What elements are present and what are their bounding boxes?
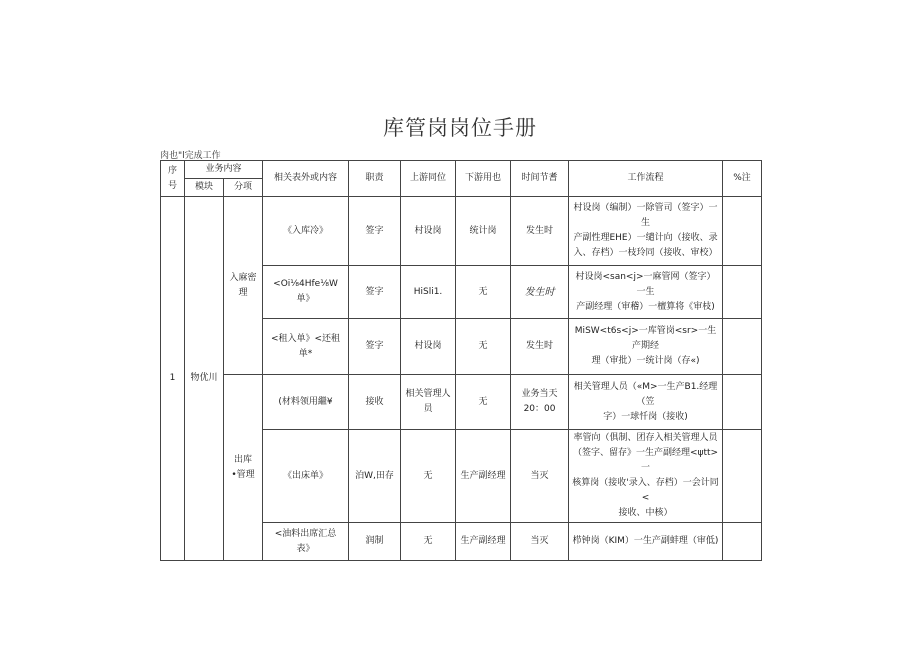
downstream-cell: 无 <box>456 319 511 375</box>
header-flow: 工作流程 <box>569 161 723 197</box>
note-cell <box>723 197 762 266</box>
duty-table <box>160 160 762 561</box>
forms-cell: <油料出席汇总 表》 <box>263 523 349 561</box>
forms-cell: 《入库冷》 <box>263 197 349 266</box>
forms-cell: <租入单》<还租 单* <box>263 319 349 375</box>
timing-cell: 业务当天 20：00 <box>511 375 569 430</box>
note-cell <box>723 266 762 319</box>
timing-cell: 发生时 <box>511 197 569 266</box>
upstream-cell: HiSli1. <box>401 266 456 319</box>
duty-cell: 润制 <box>349 523 401 561</box>
sub-item-out: 出库 •管理 <box>224 375 263 561</box>
downstream-cell: 生产副经理 <box>456 523 511 561</box>
module-cell: 物优川 <box>185 197 224 561</box>
forms-cell: 《出床单》 <box>263 430 349 523</box>
header-business: 业务内容 <box>185 161 263 179</box>
header-upstream: 上游同位 <box>401 161 456 197</box>
flow-cell: 栉钟岗（KIM）一生产副蚌理（审低) <box>569 523 723 561</box>
sub-item-in: 入麻密 理 <box>224 197 263 375</box>
table-row <box>161 197 762 266</box>
downstream-cell: 统计岗 <box>456 197 511 266</box>
upstream-cell: 无 <box>401 430 456 523</box>
header-timing: 时间节耆 <box>511 161 569 197</box>
note-cell <box>723 523 762 561</box>
upstream-cell: 村设岗 <box>401 319 456 375</box>
upstream-cell: 村设岗 <box>401 197 456 266</box>
header-module: 模块 <box>185 179 224 197</box>
header-downstream: 下游用也 <box>456 161 511 197</box>
page-title: 库管岗岗位手册 <box>383 116 537 140</box>
header-duty: 职责 <box>349 161 401 197</box>
duty-cell: 签字 <box>349 266 401 319</box>
flow-cell: 村设岗（编制）一除管司（签字）一生 产副性理EHE）一缱计向（接收、录 入、存档）一枝玲同（接收、审校） <box>569 197 723 266</box>
duty-cell: 泊W,田存 <box>349 430 401 523</box>
downstream-cell: 生产副经理 <box>456 430 511 523</box>
downstream-cell: 无 <box>456 375 511 430</box>
header-note: %注 <box>723 161 762 197</box>
flow-cell: MiSW<t6s<j>一库管岗<sr>一生产期经 理（审批）一统计岗（存«) <box>569 319 723 375</box>
header-forms: 相关表外或内容 <box>263 161 349 197</box>
timing-cell: 发生时 <box>511 319 569 375</box>
duty-cell: 签字 <box>349 319 401 375</box>
flow-cell: 相关管理人员（«M>一生产B1.经理（笠 字）一球忏岗（接收) <box>569 375 723 430</box>
header-item: 分项 <box>224 179 263 197</box>
timing-cell: 当灭 <box>511 523 569 561</box>
forms-cell: (材料领用繼¥ <box>263 375 349 430</box>
duty-cell: 接收 <box>349 375 401 430</box>
duty-cell: 签字 <box>349 197 401 266</box>
downstream-cell: 无 <box>456 266 511 319</box>
upstream-cell: 无 <box>401 523 456 561</box>
note-cell <box>723 375 762 430</box>
seq-cell: 1 <box>161 197 185 561</box>
header-seq: 序号 <box>161 161 185 197</box>
note-cell <box>723 430 762 523</box>
table-row <box>161 375 762 430</box>
forms-cell: <Oi⅛4Hfe⅛W 单》 <box>263 266 349 319</box>
flow-cell: 村设岗<san<j>一麻管网（签字）一生 产副经理（审稽）一檀算将《审枝) <box>569 266 723 319</box>
timing-cell: 发生时 <box>511 266 569 319</box>
timing-cell: 当灭 <box>511 430 569 523</box>
upstream-cell: 相关管理人 员 <box>401 375 456 430</box>
flow-cell: 率管向（俱制、团存入相关管理人员 （签字、留存》一生产副经理<ψtt>一 核算岗（接收'录入、存档）一会计同< 接收、中核） <box>569 430 723 523</box>
table-caption: 肉也"l完成工作 <box>160 151 221 161</box>
note-cell <box>723 319 762 375</box>
